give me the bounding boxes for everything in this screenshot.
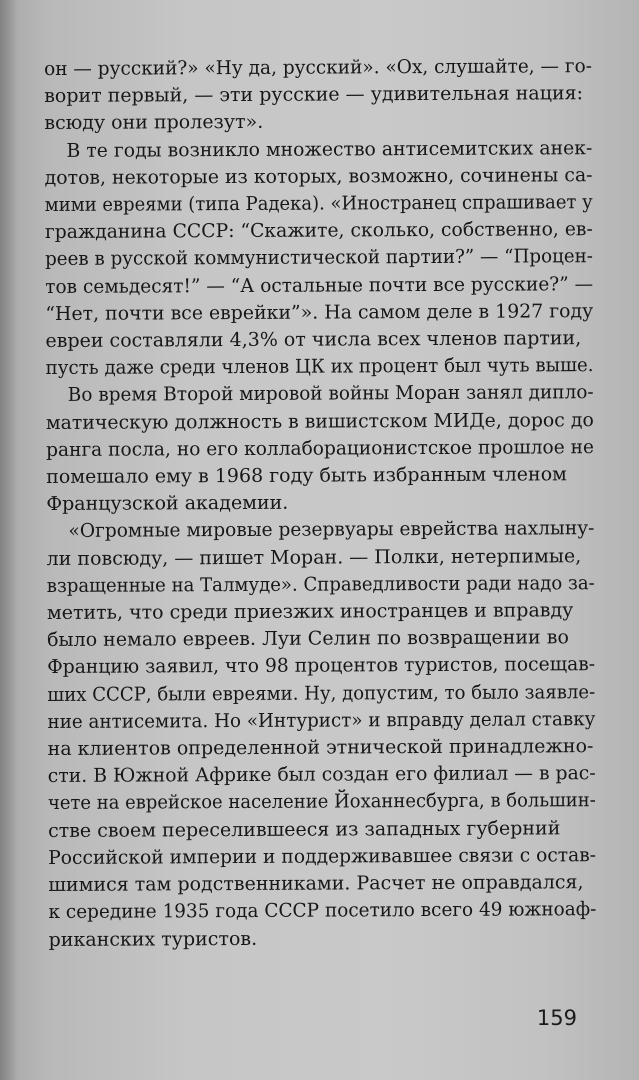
text-line: стве своем переселившееся из западных губерний [47, 816, 561, 842]
text-line: на клиентов определенной этнической принадлежно- [47, 735, 594, 761]
text-line: реев в русской коммунистической партии?” — “Процен- [45, 245, 594, 271]
text-line: Французской академии. [46, 491, 289, 516]
text-line: гражданина СССР: “Скажите, сколько, собственно, ев- [44, 218, 593, 244]
paragraph-2 [44, 135, 593, 383]
text-line: мими евреями (типа Радека). «Иностранец спрашивает у [44, 191, 593, 217]
text-line: ранга посла, но его коллаборационистское прошлое не [46, 435, 595, 461]
paragraph-3 [46, 380, 595, 519]
text-line: чете на еврейское население Йоханнесбурга, в большин- [47, 789, 596, 815]
text-line: взращенные на Талмуде». Справедливости ради надо за- [46, 571, 595, 597]
page-edge-shadow [0, 0, 18, 1080]
text-line: ворит первый, — эти русские — удивительная нация: [44, 82, 584, 108]
text-line: «Огромные мировые резервуары еврейства нахлыну- [68, 517, 595, 543]
text-line: шимися там родственниками. Расчет не оправдался, [48, 871, 584, 897]
text-line: матическую должность в вишистском МИДе, дорос до [45, 408, 594, 434]
text-line: Российской империи и поддерживавшее связи с остав- [48, 844, 597, 869]
paragraph-1 [44, 53, 592, 137]
paragraph-4 [46, 516, 596, 954]
text-line: метить, что среди приезжих иностранцев и вправду [46, 599, 574, 625]
text-line: евреи составляли 4,3% от числа всех членов партии, [45, 327, 582, 353]
page-body [44, 53, 597, 954]
text-line: сти. В Южной Африке был создан его филиал — в рас- [47, 762, 596, 788]
text-line: Во время Второй мировой войны Моран занял дипло- [67, 381, 594, 407]
text-line: к середине 1935 года СССР посетило всего 49 южноаф- [48, 898, 597, 924]
text-line: он — русский?» «Ну да, русский». «Ох, слушайте, — го- [44, 55, 592, 80]
text-line: “Нет, почти все еврейки”». На самом деле в 1927 году [45, 299, 594, 325]
page-number: 159 [536, 1006, 577, 1030]
text-line: риканских туристов. [48, 927, 258, 951]
text-line: тов семьдесят!” — “А остальные почти все русские?” — [45, 272, 594, 298]
text-line: В те годы возникло множество антисемитских анек- [66, 136, 593, 162]
text-line: дотов, некоторые из которых, возможно, сочинены са- [44, 163, 593, 189]
text-line: ние антисемита. Но «Интурист» и вправду делал ставку [47, 707, 596, 733]
text-line: всюду они пролезут». [44, 111, 264, 135]
text-line: ли повсюду, — пишет Моран. — Полки, нетерпимые, [46, 544, 582, 570]
text-line: пусть даже среди членов ЦК их процент был чуть выше. [45, 354, 594, 380]
text-line: помешало ему в 1968 году быть избранным членом [46, 463, 567, 489]
text-line: Францию заявил, что 98 процентов туристов, посещав- [47, 653, 596, 679]
text-line: было немало евреев. Луи Селин по возвращении во [47, 626, 569, 652]
text-line: ших СССР, были евреями. Ну, допустим, то было заявле- [47, 680, 596, 706]
